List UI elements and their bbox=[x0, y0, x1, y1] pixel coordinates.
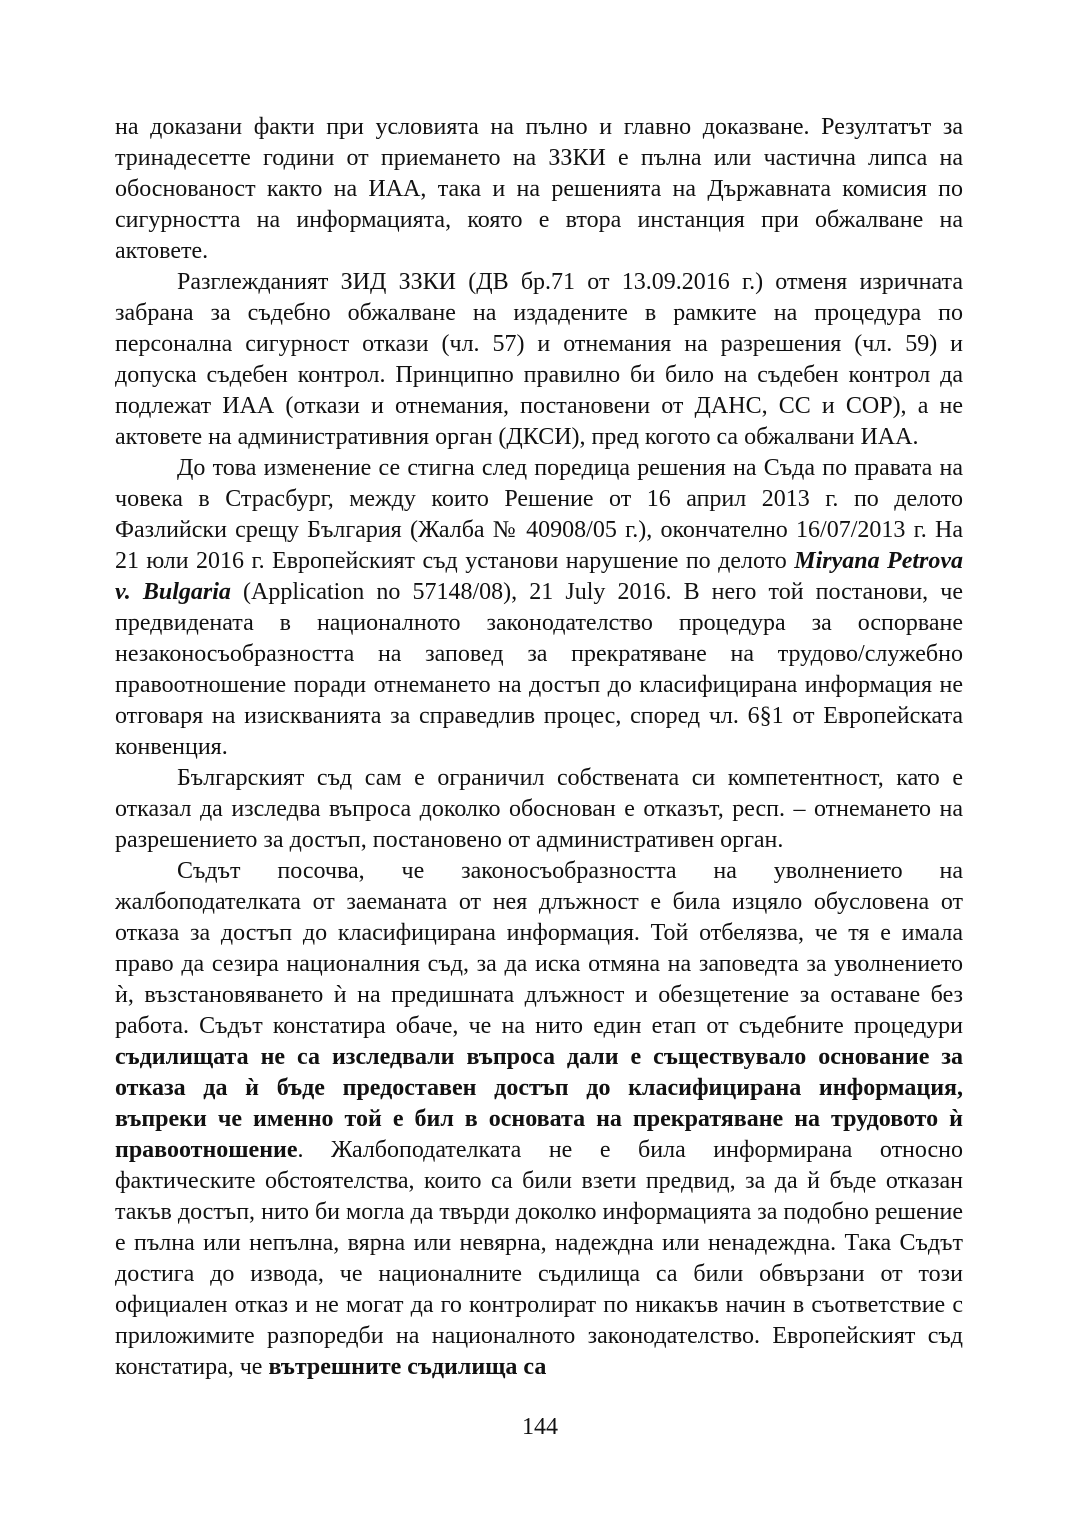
text-run: Разглежданият ЗИД ЗЗКИ (ДВ бр.71 от 13.09.2016 г.) отменя изричната забрана за съдебно обжалване на издадените в рамките на процедура по персонална сигурност откази (чл. 57) и отнемания на разрешения (чл. 59) и допуска съдебен контрол. Принципно правилно би било на съдебен контрол да подлежат ИАА (откази и отнемания, постановени от ДАНС, СС и СОР), а не актовете на административния орган (ДКСИ), пред когото са обжалвани ИАА. bbox=[115, 269, 963, 450]
text-run: (Application no 57148/08), 21 July 2016. В него той постанови, че предвидената в националното законодателство процедура за оспорване незаконосъобразността на заповед за прекратяване на трудово/служебно правоотношение поради отнемането на достъп до класифицирана информация не отговаря на изискванията за справедлив процес, според чл. 6§1 от Европейската конвенция. bbox=[115, 579, 963, 760]
bold-italic-text-run: Miryana Petrova v. Bulgaria bbox=[115, 548, 964, 605]
text-run: До това изменение се стигна след поредица решения на Съда по правата на човека в Страсбург, между които Решение от 16 април 2013 г. по делото Фазлийски срещу България (Жалба № 40908/05 г.), окончателно 16/07/2013 г. На 21 юли 2016 г. Европейският съд установи нарушение по делото bbox=[115, 455, 963, 574]
text-run: Българският съд сам е ограничил собствената си компетентност, като е отказал да изследва въпроса доколко обоснован е отказът, респ. – отнемането на разрешението за достъп, постановено от административен орган. bbox=[115, 765, 963, 853]
text-run: Съдът посочва, че законосъобразността на уволнението на жалбоподателката от заеманата от нея длъжност е била изцяло обусловена от отказа за достъп до класифицирана информация. Той отбелязва, че тя е имала право да сезира националния съд, за да иска отмяна на заповедта за уволнението ѝ, възстановяването ѝ на предишната длъжност и обезщетение за оставане без работа. Съдът констатира обаче, че на нито един етап от съдебните процедури bbox=[115, 858, 963, 1039]
text-run: . Жалбоподателката не е била информирана относно фактическите обстоятелства, които са били взети предвид, за да й бъде отказан такъв достъп, нито би могла да твърди доколко информацията за подобно решение е пълна или непълна, вярна или невярна, надеждна или ненадеждна. Така Съдът достига до извода, че националните съдилища са били обвързани от този официален отказ и не могат да го контролират по никакъв начин в съответствие с приложимите разпоредби на националното законодателство. Европейският съд констатира, че bbox=[115, 1137, 963, 1380]
text-run: на доказани факти при условията на пълно и главно доказване. Резултатът за тринадесетте години от приемането на ЗЗКИ е пълна или частична липса на обоснованост както на ИАА, така и на решенията на Държавната комисия по сигурността на информацията, която е втора инстанция при обжалване на актовете. bbox=[115, 114, 963, 264]
bold-text-run: вътрешните съдилища са bbox=[268, 1354, 547, 1380]
document-body bbox=[115, 112, 963, 1383]
paragraph bbox=[115, 763, 963, 856]
paragraph bbox=[115, 267, 963, 453]
page-footer bbox=[0, 1415, 1080, 1439]
paragraph bbox=[115, 856, 963, 1383]
paragraph bbox=[115, 112, 963, 267]
bold-text-run: съдилищата не са изследвали въпроса дали е съществувало основание за отказа да ѝ бъде предоставен достъп до класифицирана информация, въпреки че именно той е бил в основата на прекратяване на трудовото ѝ правоотношение bbox=[115, 1044, 963, 1163]
page-number: 144 bbox=[522, 1414, 558, 1440]
paragraph bbox=[115, 453, 963, 763]
